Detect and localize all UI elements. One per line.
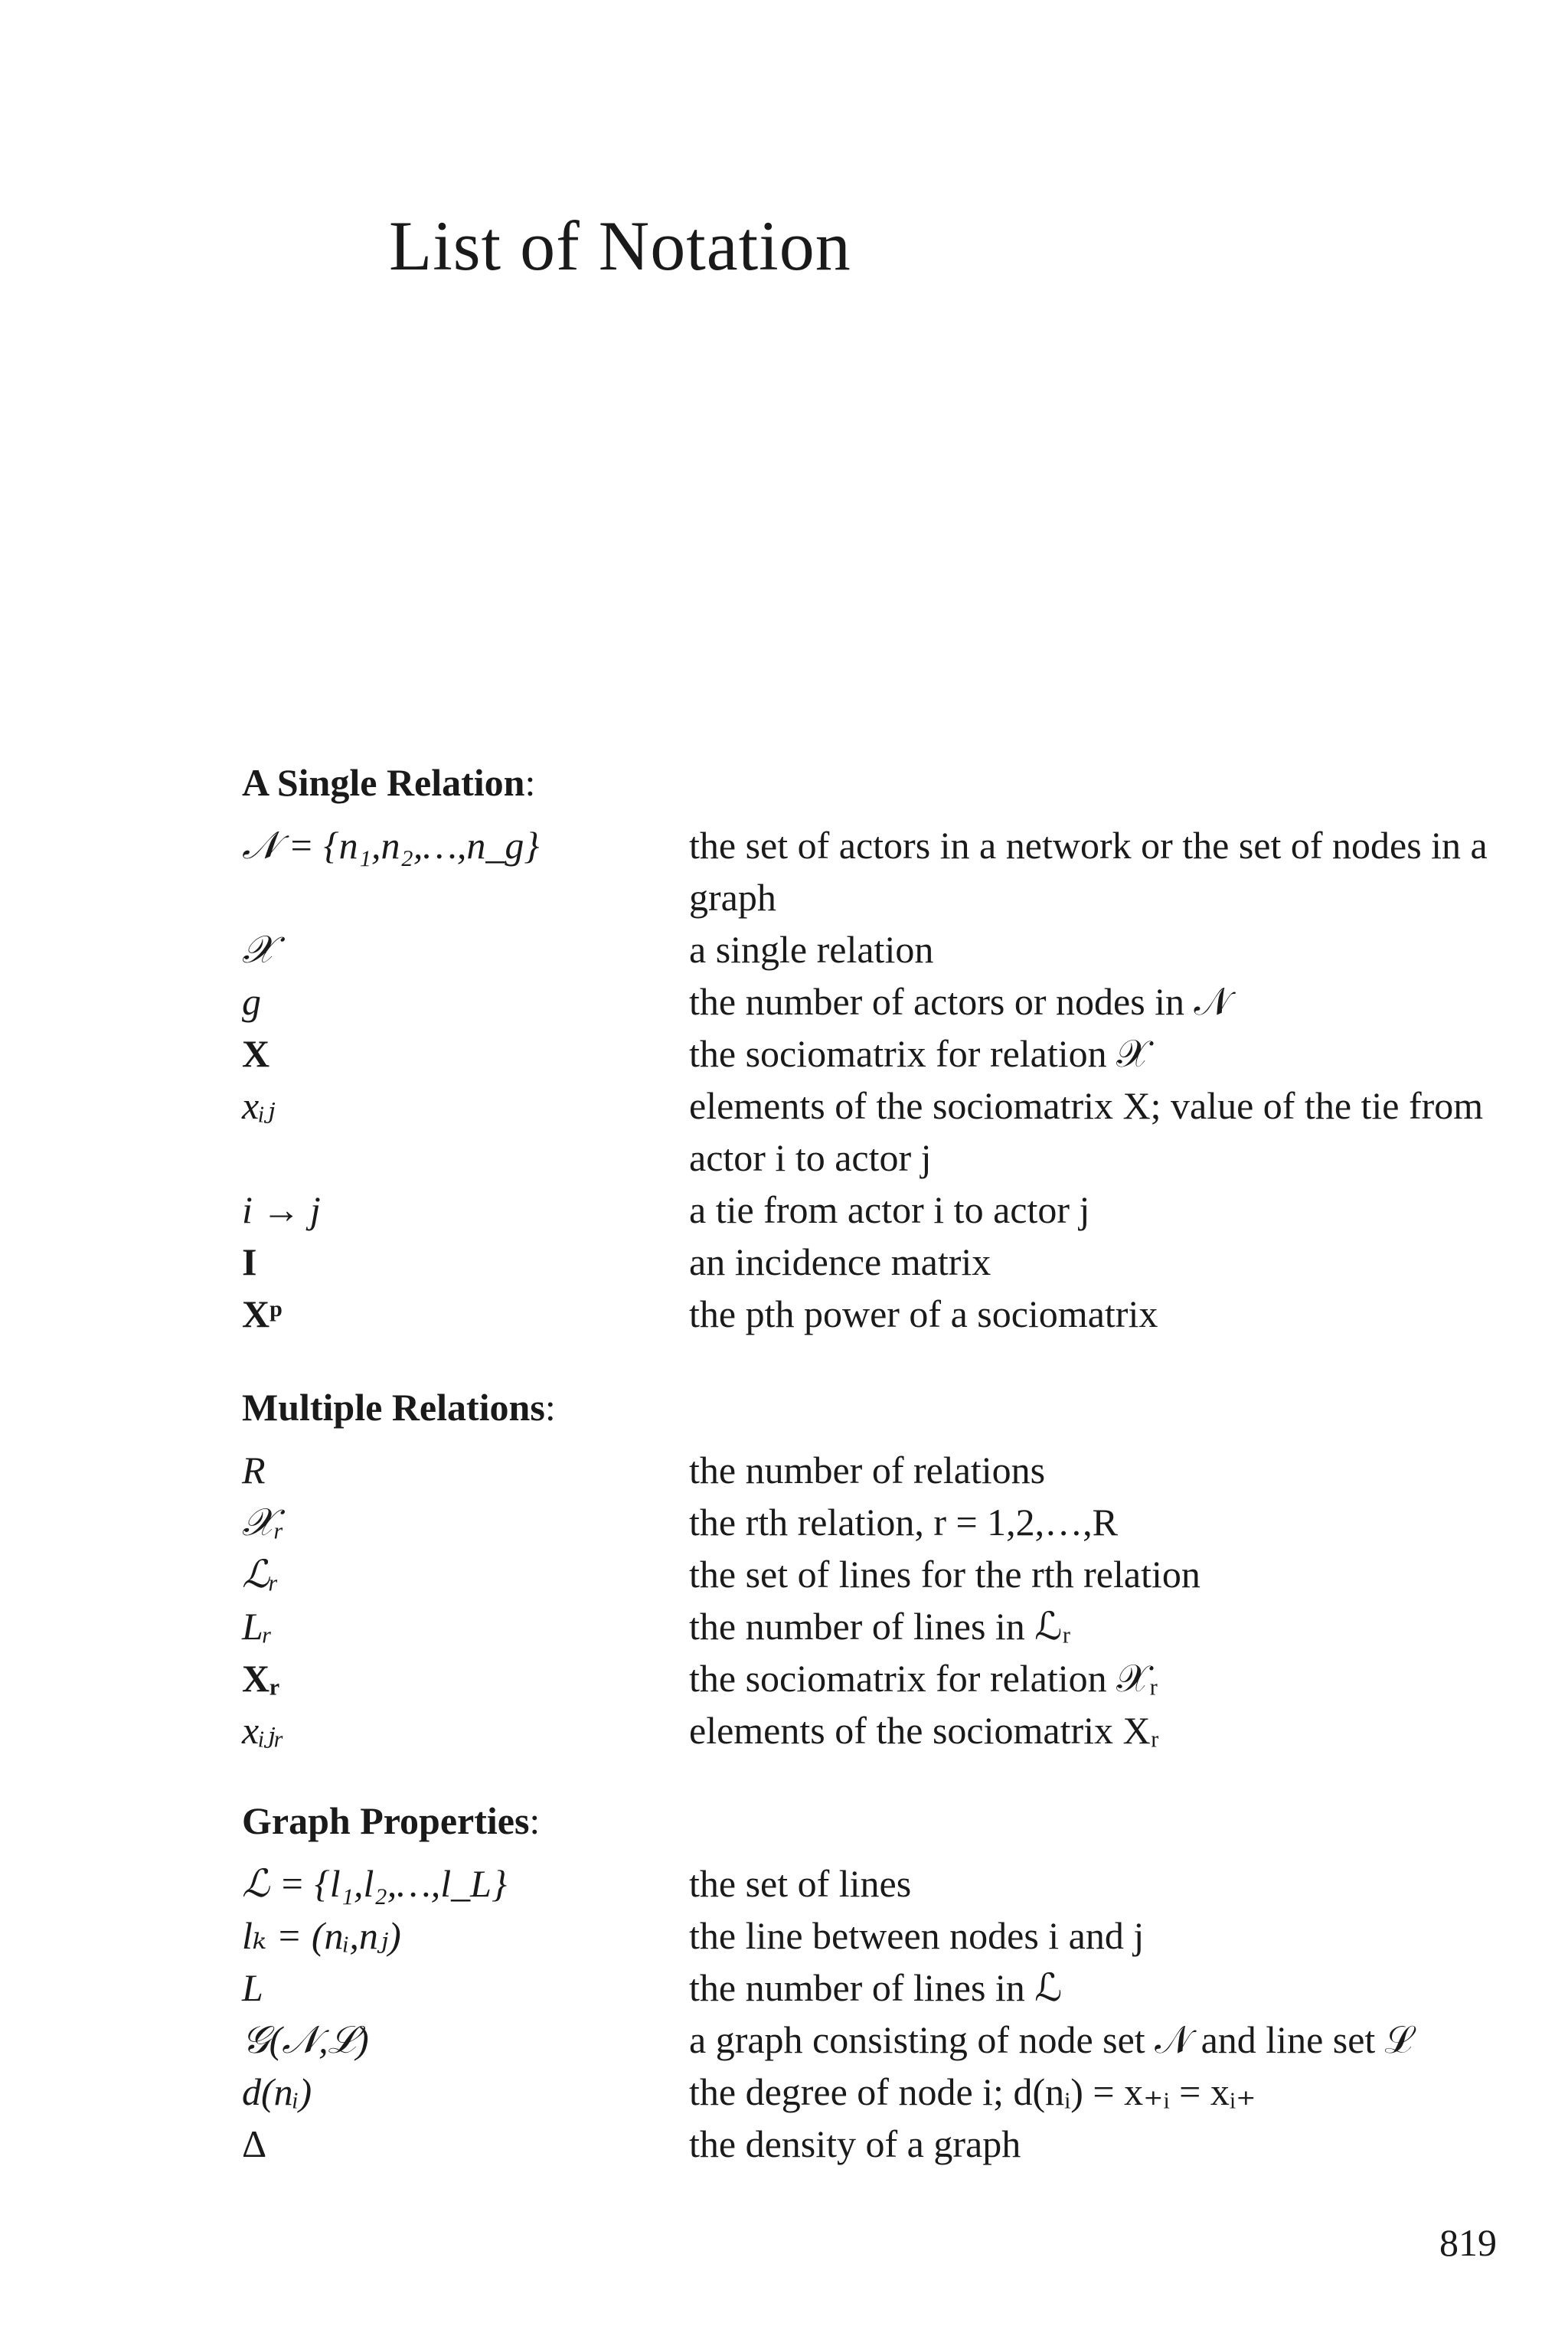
notation-description: the line between nodes i and j — [689, 1914, 1145, 1957]
notation-description: the number of actors or nodes in 𝒩 — [689, 980, 1231, 1023]
notation-description: the number of lines in ℒ — [689, 1966, 1063, 2009]
notation-description: the pth power of a sociomatrix — [689, 1292, 1158, 1335]
notation-symbol: i → j — [242, 1188, 321, 1231]
notation-row — [242, 1236, 1513, 1288]
notation-symbol: Δ — [242, 2122, 267, 2165]
notation-symbol: 𝒳ᵣ — [242, 1501, 285, 1544]
notation-description: the sociomatrix for relation 𝒳ᵣ — [689, 1657, 1158, 1700]
notation-symbol: L — [242, 1966, 263, 2009]
notation-symbol: I — [242, 1240, 257, 1283]
notation-row — [242, 1652, 1513, 1704]
page-title: List of Notation — [389, 207, 851, 285]
notation-row — [242, 1184, 1513, 1236]
section-heading: Graph Properties: — [242, 1799, 541, 1842]
notation-row — [242, 1962, 1513, 2014]
notation-description: the set of lines for the rth relation — [689, 1553, 1200, 1596]
notation-row — [242, 1028, 1513, 1080]
notation-description: elements of the sociomatrix X; value of the tie from actor i to actor j — [689, 1084, 1484, 1179]
section-heading: A Single Relation: — [242, 761, 536, 804]
notation-symbol: Xᵣ — [242, 1657, 279, 1700]
notation-symbol: g — [242, 980, 261, 1023]
notation-symbol: Lᵣ — [242, 1605, 273, 1648]
notation-description: a tie from actor i to actor j — [689, 1188, 1090, 1231]
notation-description: the degree of node i; d(nᵢ) = x₊ᵢ = xᵢ₊ — [689, 2070, 1256, 2113]
page-number: 819 — [1439, 2221, 1497, 2264]
notation-row — [242, 1910, 1513, 1962]
notation-symbol: Xᵖ — [242, 1292, 283, 1335]
notation-description: the set of lines — [689, 1862, 912, 1905]
notation-symbol: X — [242, 1032, 270, 1075]
notation-row — [242, 1548, 1513, 1600]
notation-symbol: ℒᵣ — [242, 1553, 279, 1596]
notation-symbol: ℒ = {l₁,l₂,…,l_L} — [242, 1862, 507, 1905]
notation-symbol: 𝒳 — [242, 928, 275, 971]
section-graph-properties — [242, 1796, 1513, 2170]
section-single-relation — [242, 758, 1513, 1340]
notation-symbol: d(nᵢ) — [242, 2070, 312, 2113]
notation-description: a graph consisting of node set 𝒩 and line set ℒ — [689, 2018, 1413, 2061]
notation-symbol: lₖ = (nᵢ,nⱼ) — [242, 1914, 401, 1957]
notation-symbol: xᵢⱼᵣ — [242, 1709, 285, 1752]
notation-row — [242, 975, 1513, 1028]
notation-description: the set of actors in a network or the set of nodes in a graph — [689, 824, 1488, 919]
notation-symbol: 𝒩 = {n₁,n₂,…,n_g} — [242, 824, 540, 867]
notation-row — [242, 1444, 1513, 1496]
section-multiple-relations — [242, 1383, 1513, 1756]
notation-row — [242, 1600, 1513, 1652]
notation-description: the sociomatrix for relation 𝒳 — [689, 1032, 1150, 1075]
notation-description: a single relation — [689, 928, 934, 971]
notation-row — [242, 923, 1513, 975]
notation-row — [242, 1080, 1513, 1184]
notation-description: an incidence matrix — [689, 1240, 991, 1283]
notation-symbol: 𝒢(𝒩,ℒ) — [242, 2018, 369, 2061]
notation-row — [242, 1288, 1513, 1340]
notation-description: the number of lines in ℒᵣ — [689, 1605, 1071, 1648]
notation-row — [242, 1496, 1513, 1548]
section-heading: Multiple Relations: — [242, 1386, 556, 1429]
notation-description: the density of a graph — [689, 2122, 1021, 2165]
notation-symbol: R — [242, 1449, 266, 1491]
notation-description: the number of relations — [689, 1449, 1046, 1491]
notation-row — [242, 1857, 1513, 1910]
notation-row — [242, 819, 1513, 923]
notation-row — [242, 2066, 1513, 2118]
notation-description: the rth relation, r = 1,2,…,R — [689, 1501, 1119, 1544]
notation-row — [242, 1704, 1513, 1756]
notation-symbol: xᵢⱼ — [242, 1084, 276, 1127]
notation-row — [242, 2118, 1513, 2170]
notation-row — [242, 2014, 1513, 2066]
notation-description: elements of the sociomatrix Xᵣ — [689, 1709, 1160, 1752]
